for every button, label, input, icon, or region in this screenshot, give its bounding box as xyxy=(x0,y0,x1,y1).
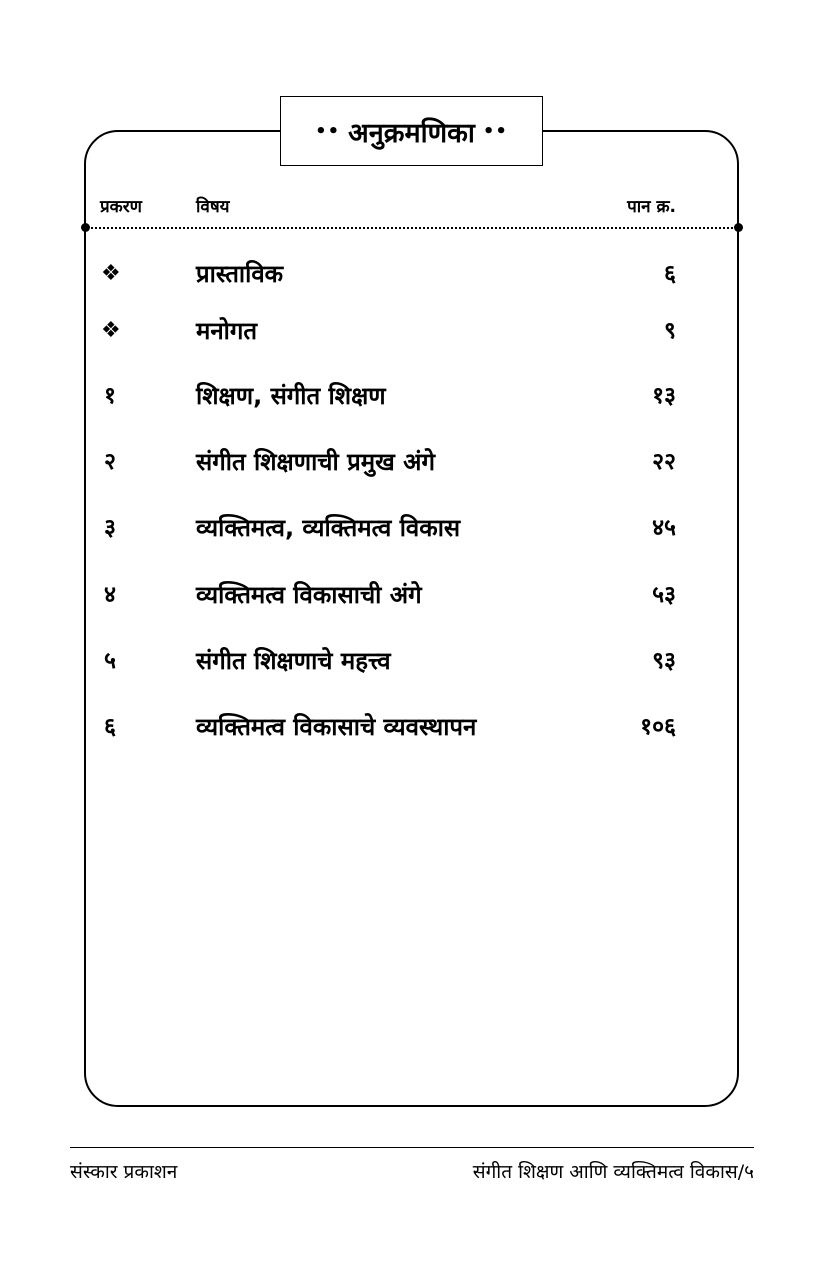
divider-endpoint-right xyxy=(734,223,743,232)
toc-chapter-number: ६ xyxy=(104,714,116,740)
toc-page: १०६ xyxy=(640,714,676,740)
toc-page: २२ xyxy=(652,449,676,475)
divider-endpoint-left xyxy=(81,223,90,232)
toc-page: ५३ xyxy=(652,582,676,608)
toc-page: १३ xyxy=(652,383,676,409)
toc-subject: व्यक्तिमत्व, व्यक्तिमत्व विकास xyxy=(196,514,461,542)
toc-subject: संगीत शिक्षणाचे महत्त्व xyxy=(196,647,391,675)
title-box xyxy=(280,96,543,166)
toc-subject: प्रास्ताविक xyxy=(196,260,284,288)
toc-page: ९ xyxy=(664,318,676,344)
toc-row xyxy=(0,641,824,681)
footer-publisher: संस्कार प्रकाशन xyxy=(70,1161,178,1183)
toc-row xyxy=(0,311,824,351)
header-chapter: प्रकरण xyxy=(100,197,142,217)
title-decoration-right: •• xyxy=(482,120,508,142)
toc-row xyxy=(0,442,824,482)
toc-page: ४५ xyxy=(652,515,676,541)
toc-page: ९३ xyxy=(652,648,676,674)
toc-chapter-number: ५ xyxy=(104,648,116,674)
toc-page: ६ xyxy=(664,261,676,287)
footer-divider xyxy=(70,1147,754,1148)
toc-subject: संगीत शिक्षणाची प्रमुख अंगे xyxy=(196,448,435,476)
toc-chapter-number: १ xyxy=(104,383,116,409)
toc-chapter-number: २ xyxy=(104,449,116,475)
diamond-icon: ❖ xyxy=(101,318,121,343)
header-page: पान क्र. xyxy=(627,197,676,217)
toc-row xyxy=(0,376,824,416)
toc-row xyxy=(0,575,824,615)
footer-book-page: संगीत शिक्षण आणि व्यक्तिमत्व विकास/५ xyxy=(472,1161,754,1183)
diamond-icon: ❖ xyxy=(101,261,121,286)
toc-subject: व्यक्तिमत्व विकासाची अंगे xyxy=(196,581,422,609)
toc-row xyxy=(0,707,824,747)
toc-chapter-number: ४ xyxy=(104,582,116,608)
toc-subject: शिक्षण, संगीत शिक्षण xyxy=(196,382,386,410)
toc-subject: व्यक्तिमत्व विकासाचे व्यवस्थापन xyxy=(196,713,477,741)
toc-row xyxy=(0,508,824,548)
toc-chapter-number: ३ xyxy=(104,515,116,541)
toc-row xyxy=(0,254,824,294)
toc-subject: मनोगत xyxy=(196,317,258,345)
header-divider xyxy=(86,227,737,229)
page-title: अनुक्रमणिका xyxy=(348,117,475,149)
title-decoration-left: •• xyxy=(315,120,341,142)
header-subject: विषय xyxy=(196,197,230,217)
